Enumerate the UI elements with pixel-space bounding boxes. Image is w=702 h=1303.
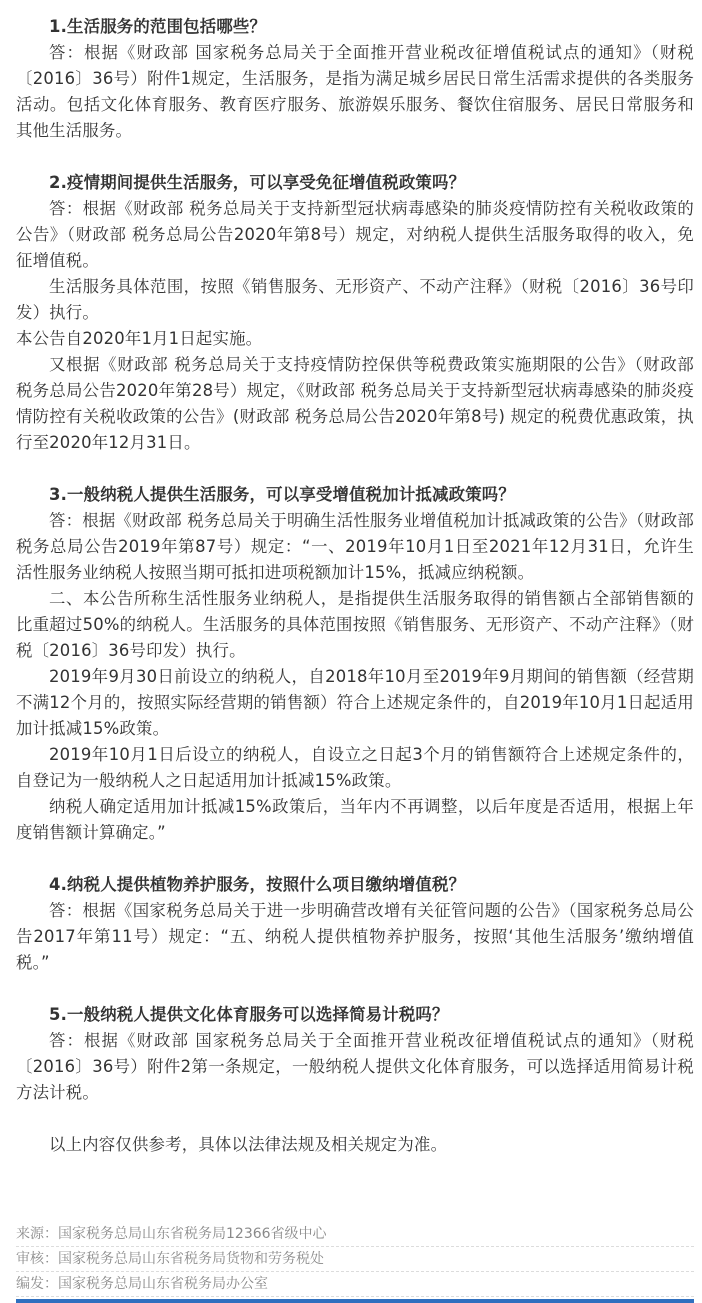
footer-accent-bar [16, 1299, 694, 1303]
footer-review: 审核：国家税务总局山东省税务局货物和劳务税处 [16, 1247, 694, 1272]
answer-paragraph: 答：根据《财政部 国家税务总局关于全面推开营业税改征增值税试点的通知》（财税〔2016〕36号）附件1规定，生活服务，是指为满足城乡居民日常生活需求提供的各类服务活动。包括文化体育服务、教育医疗服务、旅游娱乐服务、餐饮住宿服务、居民日常服务和其他生活服务。 [16, 43, 694, 140]
question-heading: 1.生活服务的范围包括哪些？ [49, 17, 267, 36]
answer-paragraph: 本公告自2020年1月1日起实施。 [16, 329, 263, 348]
answer-paragraph: 生活服务具体范围，按照《销售服务、无形资产、不动产注释》（财税〔2016〕36号印发）执行。 [16, 277, 694, 322]
answer-paragraph: 2019年9月30日前设立的纳税人，自2018年10月至2019年9月期间的销售额（经营期不满12个月的，按照实际经营期的销售额）符合上述规定条件的，自2019年10月1日起适用加计抵减15%政策。 [16, 667, 694, 738]
answer-paragraph: 答：根据《财政部 税务总局关于明确生活性服务业增值税加计抵减政策的公告》（财政部 税务总局公告2019年第87号）规定：“一、2019年10月1日至2021年12月31日，允许生活性服务业纳税人按照当期可抵扣进项税额加计15%，抵减应纳税额。 [16, 511, 694, 582]
answer-paragraph: 2019年10月1日后设立的纳税人，自设立之日起3个月的销售额符合上述规定条件的，自登记为一般纳税人之日起适用加计抵减15%政策。 [16, 745, 694, 790]
article-body [16, 14, 694, 1158]
answer-paragraph: 答：根据《财政部 国家税务总局关于全面推开营业税改征增值税试点的通知》（财税〔2016〕36号）附件2第一条规定，一般纳税人提供文化体育服务，可以选择适用简易计税方法计税。 [16, 1031, 694, 1102]
question-heading: 5.一般纳税人提供文化体育服务可以选择简易计税吗？ [49, 1005, 449, 1024]
answer-paragraph: 答：根据《财政部 税务总局关于支持新型冠状病毒感染的肺炎疫情防控有关税收政策的公告》（财政部 税务总局公告2020年第8号）规定，对纳税人提供生活服务取得的收入，免征增值税。 [16, 199, 694, 270]
article-footer [16, 1222, 694, 1297]
qa-section-2 [16, 170, 694, 456]
answer-paragraph: 纳税人确定适用加计抵减15%政策后，当年内不再调整，以后年度是否适用，根据上年度销售额计算确定。” [16, 797, 694, 842]
closing-note: 以上内容仅供参考，具体以法律法规及相关规定为准。 [49, 1135, 448, 1154]
answer-paragraph: 又根据《财政部 税务总局关于支持疫情防控保供等税费政策实施期限的公告》（财政部 税务总局公告2020年第28号）规定，《财政部 税务总局关于支持新型冠状病毒感染的肺炎疫情防控有关税收政策的公告》(财政部 税务总局公告2020年第8号) 规定的税费优惠政策，执行至2020年12月31日。 [16, 355, 694, 452]
footer-source: 来源：国家税务总局山东省税务局12366省级中心 [16, 1222, 694, 1247]
question-heading: 4.纳税人提供植物养护服务，按照什么项目缴纳增值税？ [49, 875, 466, 894]
answer-paragraph: 答：根据《国家税务总局关于进一步明确营改增有关征管问题的公告》（国家税务总局公告2017年第11号）规定：“五、纳税人提供植物养护服务，按照‘其他生活服务’缴纳增值税。” [16, 901, 694, 972]
question-heading: 2.疫情期间提供生活服务，可以享受免征增值税政策吗？ [49, 173, 466, 192]
qa-section-1 [16, 14, 694, 144]
qa-section-3 [16, 482, 694, 846]
qa-section-5 [16, 1002, 694, 1106]
question-heading: 3.一般纳税人提供生活服务，可以享受增值税加计抵减政策吗？ [49, 485, 515, 504]
answer-paragraph: 二、本公告所称生活性服务业纳税人，是指提供生活服务取得的销售额占全部销售额的比重超过50%的纳税人。生活服务的具体范围按照《销售服务、无形资产、不动产注释》（财税〔2016〕36号印发）执行。 [16, 589, 694, 660]
qa-section-4 [16, 872, 694, 976]
footer-editor: 编发：国家税务总局山东省税务局办公室 [16, 1272, 694, 1297]
